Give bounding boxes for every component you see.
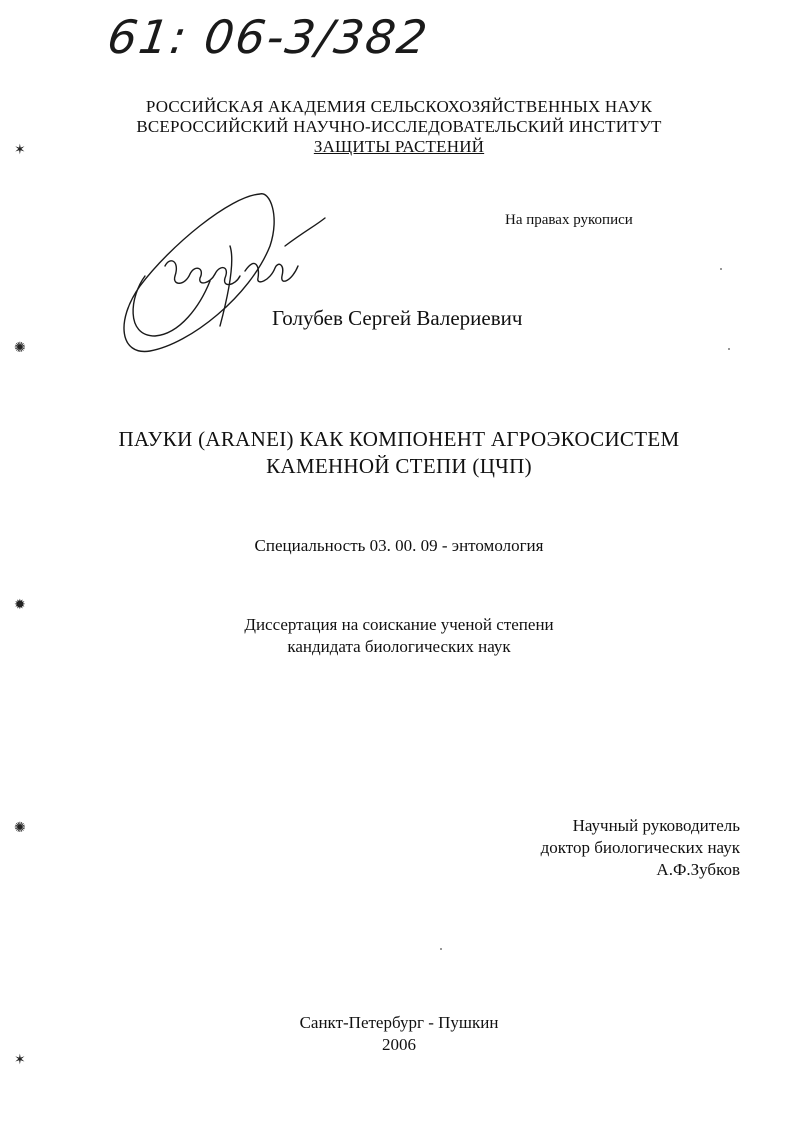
supervisor-name: А.Ф.Зубков xyxy=(656,860,740,879)
institution-line-1: РОССИЙСКАЯ АКАДЕМИЯ СЕЛЬСКОХОЗЯЙСТВЕННЫХ НАУК xyxy=(145,97,653,116)
institution-line-3: ЗАЩИТЫ РАСТЕНИЙ xyxy=(313,137,485,156)
place: Санкт-Петербург - Пушкин xyxy=(299,1013,499,1032)
dissertation-title xyxy=(0,426,798,480)
supervisor-role: Научный руководитель xyxy=(572,816,740,835)
margin-mark-icon: ✶ xyxy=(14,143,26,158)
dissertation-line-2: кандидата биологических наук xyxy=(287,637,511,656)
place-year xyxy=(0,1012,798,1056)
year: 2006 xyxy=(382,1035,416,1054)
manuscript-rights: На правах рукописи xyxy=(505,212,633,228)
supervisor-degree: доктор биологических наук xyxy=(540,838,740,857)
institution-line-2: ВСЕРОССИЙСКИЙ НАУЧНО-ИССЛЕДОВАТЕЛЬСКИЙ ИНСТИТУТ xyxy=(136,117,662,136)
archive-number: 61: 06-3/382 xyxy=(104,10,433,64)
supervisor-block xyxy=(541,815,740,881)
dissertation-line-1: Диссертация на соискание ученой степени xyxy=(244,615,554,634)
margin-mark-icon: ✶ xyxy=(14,1053,26,1068)
institution-header xyxy=(0,97,798,157)
margin-mark-icon: ✹ xyxy=(14,598,26,613)
scan-speck xyxy=(720,268,722,270)
specialty: Специальность 03. 00. 09 - энтомология xyxy=(254,536,544,555)
margin-mark-icon: ✺ xyxy=(14,341,26,356)
author-name: Голубев Сергей Валериевич xyxy=(272,306,523,330)
scan-speck xyxy=(440,948,442,950)
margin-mark-icon: ✺ xyxy=(14,821,26,836)
dissertation-statement xyxy=(0,614,798,658)
scan-speck xyxy=(728,348,730,350)
signature xyxy=(110,186,340,366)
title-line-1: ПАУКИ (ARANEI) КАК КОМПОНЕНТ АГРОЭКОСИСТЕМ xyxy=(118,427,680,451)
title-line-2: КАМЕННОЙ СТЕПИ (ЦЧП) xyxy=(266,454,532,478)
